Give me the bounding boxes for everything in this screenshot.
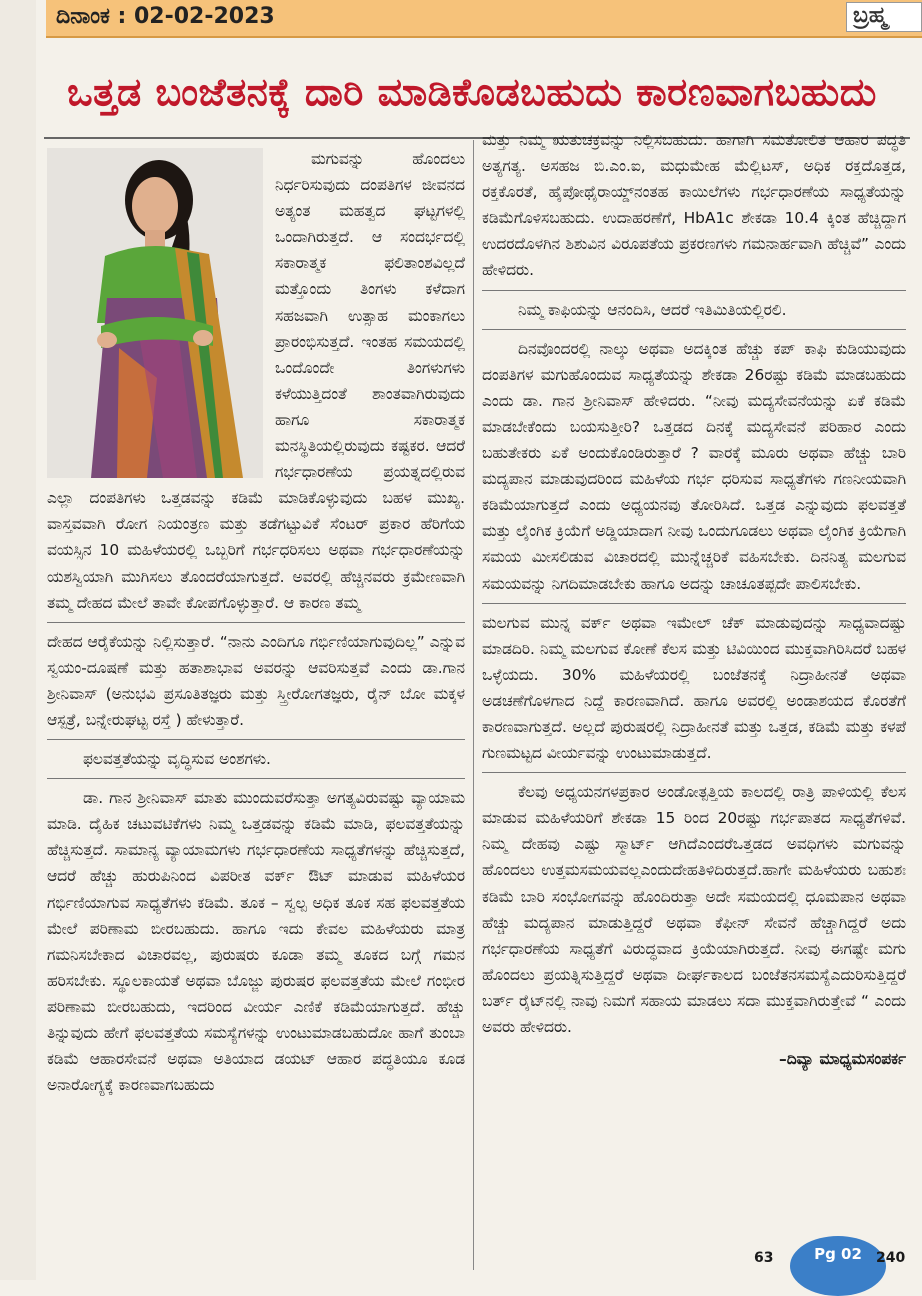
paragraph: ದಿನವೊಂದರಲ್ಲಿ ನಾಲ್ಕು ಅಥವಾ ಅದಕ್ಕಿಂತ ಹೆಚ್ಚು ಕಪ್ ಕಾಫಿ ಕುಡಿಯುವುದು ದಂಪತಿಗಳ ಮಗುಹೊಂದುವ ಸಾಧ್ಯತೆಯನ್ನು ಶೇಕಡಾ 26ರಷ್ಟು ಕಡಿಮೆ ಮಾಡಬಹುದು ಎಂದು ಡಾ. ಗಾನ ಶ್ರೀನಿವಾಸ್ ಹೇಳಿದರು. “ನೀವು ಮದ್ಯಸೇವನೆಯನ್ನು ಏಕೆ ಕಡಿಮೆ ಮಾಡಬೇಕೆಂದು ಬಯಸುತ್ತೀರಿ? ಒತ್ತಡದ ದಿನಕ್ಕೆ ಮದ್ಯಸೇವನೆ ಪರಿಹಾರ ಎಂದು ಬಹುತೇಕರು ಏಕೆ ಅಂದುಕೊಂಡಿರುತ್ತಾರೆ ? ವಾರಕ್ಕೆ ಮೂರು ಅಥವಾ ಹೆಚ್ಚು ಬಾರಿ ಮದ್ಯಪಾನ ಮಾಡುವುದರಿಂದ ಮಹಿಳೆಯ ಗರ್ಭ ಧರಿಸುವ ಸಾಧ್ಯತೆಗಳು ಗಣನೀಯವಾಗಿ ಕಡಿಮೆಯಾಗುತ್ತದೆ ಎಂದು ಅಧ್ಯಯನವು ತೋರಿಸಿದೆ. ಒತ್ತಡ ಎನ್ನುವುದು ಫಲವತ್ತತೆ ಮತ್ತು ಲೈಂಗಿಕ ಕ್ರಿಯೆಗೆ ಅಡ್ಡಿಯಾದಾಗ ನೀವು ಒಂದುಗೂಡಲು ಅಥವಾ ಲೈಂಗಿಕ ಕ್ರಿಯೆಗಾಗಿ ಸಮಯ ಮೀಸಲಿಡುವ ವಿಚಾರದಲ್ಲಿ ಮುನ್ನೆಚ್ಚರಿಕೆ ವಹಿಸಬೇಕು. ದಿನನಿತ್ಯ ಮಲಗುವ ಸಮಯವನ್ನು ನಿಗದಿಮಾಡಬೇಕು ಹಾಗೂ ಅದನ್ನು ಚಾಚೂತಪ್ಪದೇ ಪಾಲಿಸಬೇಕು. bbox=[482, 339, 906, 593]
divider-line bbox=[482, 329, 906, 330]
paragraph: ಮಗುವನ್ನು ಹೊಂದಲು ನಿರ್ಧರಿಸುವುದು ದಂಪತಿಗಳ ಜೀವನದ ಅತ್ಯಂತ ಮಹತ್ವದ ಘಟ್ಟಗಳಲ್ಲಿ ಒಂದಾಗಿರುತ್ತದೆ. ಆ ಸಂದರ್ಭದಲ್ಲಿ ಸಕಾರಾತ್ಮಕ ಫಲಿತಾಂಶವಿಲ್ಲದೆ ಮತ್ತೊಂದು ತಿಂಗಳು ಕಳೆದಾಗ ಸಹಜವಾಗಿ ಉತ್ಸಾಹ ಮಂಕಾಗಲು ಪ್ರಾರಂಭಿಸುತ್ತದೆ. ಇಂತಹ ಸಮಯದಲ್ಲಿ ಒಂದೊಂದೇ ತಿಂಗಳುಗಳು ಕಳೆಯುತ್ತಿದಂತೆ ಶಾಂತವಾಗಿರುವುದು ಹಾಗೂ ಸಕಾರಾತ್ಮಕ ಮನಸ್ಥಿತಿಯಲ್ಲಿರುವುದು ಕಷ್ಟಕರ. ಆದರೆ ಗರ್ಭಧಾರಣೆಯ ಪ್ರಯತ್ನದಲ್ಲಿರುವ ಎಲ್ಲಾ ದಂಪತಿಗಳು ಒತ್ತಡವನ್ನು ಕಡಿಮೆ ಮಾಡಿಕೊಳ್ಳುವುದು ಬಹಳ ಮುಖ್ಯ. ವಾಸ್ತವವಾಗಿ ರೋಗ ನಿಯಂತ್ರಣ ಮತ್ತು ತಡೆಗಟ್ಟುವಿಕೆ ಸೆಂಟರ್ ಪ್ರಕಾರ ಹೆರಿಗೆಯ ವಯಸ್ಸಿನ 10 ಮಹಿಳೆಯರಲ್ಲಿ ಒಬ್ಬರಿಗೆ ಗರ್ಭಧರಿಸಲು ಅಥವಾ ಗರ್ಭಧಾರಣೆಯನ್ನು ಯಶಸ್ವಿಯಾಗಿ ಮುಗಿಸಲು ತೊಂದರೆಯಾಗುತ್ತದೆ. ಅವರಲ್ಲಿ ಹೆಚ್ಚಿನವರು ಕ್ರಮೇಣವಾಗಿ ತಮ್ಮ ದೇಹದ ಮೇಲೆ ತಾವೇ ಕೋಪಗೊಳ್ಳುತ್ತಾರೆ. ಆ ಕಾರಣ ತಮ್ಮ bbox=[47, 150, 465, 612]
divider-line bbox=[47, 622, 465, 623]
paragraph: ಡಾ. ಗಾನ ಶ್ರೀನಿವಾಸ್ ಮಾತು ಮುಂದುವರೆಸುತ್ತಾ ಅಗತ್ಯವಿರುವಷ್ಟು ವ್ಯಾಯಾಮ ಮಾಡಿ. ದೈಹಿಕ ಚಟುವಟಿಕೆಗಳು ನಿಮ್ಮ ಒತ್ತಡವನ್ನು ಕಡಿಮೆ ಮಾಡಿ, ಫಲವತ್ತತೆಯನ್ನು ಹೆಚ್ಚಿಸುತ್ತದೆ. ಸಾಮಾನ್ಯ ವ್ಯಾಯಾಮಗಳು ಗರ್ಭಧಾರಣೆಯ ಸಾಧ್ಯತೆಗಳನ್ನು ಹೆಚ್ಚಿಸುತ್ತದೆ, ಆದರೆ ಹೆಚ್ಚು ಹುರುಪಿನಿಂದ ವಿಪರೀತ ವರ್ಕ್ ಔಟ್ ಮಾಡುವ ಮಹಿಳೆಯರ ಗರ್ಭಿಣಿಯಾಗುವ ಸಾಧ್ಯತೆಗಳು ಕಡಿಮೆ. ತೂಕ – ಸ್ವಲ್ಪ ಅಧಿಕ ತೂಕ ಸಹ ಫಲವತ್ತತೆಯ ಮೇಲೆ ಪರಿಣಾಮ ಬೀರಬಹುದು. ಹಾಗೂ ಇದು ಕೇವಲ ಮಹಿಳೆಯರು ಮಾತ್ರ ಗಮನಿಸಬೇಕಾದ ವಿಚಾರವಲ್ಲ, ಪುರುಷರು ಕೂಡಾ ತಮ್ಮ ತೂಕದ ಬಗ್ಗೆ ಗಮನ ಹರಿಸಬೇಕು. ಸ್ಥೂಲಕಾಯತೆ ಅಥವಾ ಬೊಜ್ಜು ಪುರುಷರ ಫಲವತ್ತತೆಯ ಮೇಲೆ ಗಂಭೀರ ಪರಿಣಾಮ ಬೀರಬಹುದು, ಇದರಿಂದ ವೀರ್ಯ ಎಣಿಕೆ ಕಡಿಮೆಯಾಗುತ್ತದೆ. ಹೆಚ್ಚು ತಿನ್ನುವುದು ಹೇಗೆ ಫಲವತ್ತತೆಯ ಸಮಸ್ಯೆಗಳನ್ನು ಉಂಟುಮಾಡಬಹುದೋ ಹಾಗೆ ತುಂಬಾ ಕಡಿಮೆ ಆಹಾರಸೇವನೆ ಅಥವಾ ಅತಿಯಾದ ಡಯಟ್ ಆಹಾರ ಪದ್ಧತಿಯೂ ಕೂಡ ಅನಾರೋಗ್ಯಕ್ಕೆ ಕಾರಣವಾಗಬಹುದು bbox=[47, 789, 465, 1095]
headline: ಒತ್ತಡ ಬಂಜೆತನಕ್ಕೆ ದಾರಿ ಮಾಡಿಕೊಡಬಹುದು ಕಾರಣವಾಗಬಹುದು bbox=[67, 70, 877, 114]
divider-line bbox=[47, 739, 465, 740]
subheading: ಫಲವತ್ತತೆಯನ್ನು ವೃದ್ಧಿಸುವ ಅಂಶಗಳು. bbox=[83, 750, 271, 769]
doctor-photo bbox=[47, 148, 263, 478]
brand-logo: ಬ್ರಹ್ಮ bbox=[846, 2, 922, 32]
divider-line bbox=[482, 290, 906, 291]
paragraph: ಮಲಗುವ ಮುನ್ನ ವರ್ಕ್ ಅಥವಾ ಇಮೇಲ್ ಚೆಕ್ ಮಾಡುವುದನ್ನು ಸಾಧ್ಯವಾದಷ್ಟು ಮಾಡದಿರಿ. ನಿಮ್ಮ ಮಲಗುವ ಕೋಣೆ ಕೆಲಸ ಮತ್ತು ಟಿವಿಯಿಂದ ಮುಕ್ತವಾಗಿರಿಸಿದರೆ ಬಹಳ ಒಳ್ಳೆಯದು. 30% ಮಹಿಳೆಯರಲ್ಲಿ ಬಂಜೆತನಕ್ಕೆ ನಿದ್ರಾಹೀನತೆ ಅಥವಾ ಅಡಚಣೆಗೊಳಗಾದ ನಿದ್ದೆ ಕಾರಣವಾಗಿದೆ. ಹಾಗೂ ಅವರಲ್ಲಿ ಅಂಡಾಶಯದ ಕೊರತೆಗೆ ಕಾರಣವಾಗುತ್ತದೆ. ಅಲ್ಲದೆ ಪುರುಷರಲ್ಲಿ ನಿದ್ರಾಹೀನತೆ ಮತ್ತು ಒತ್ತಡ, ಕಡಿಮೆ ಮತ್ತು ಕಳಪೆ ಗುಣಮಟ್ಟದ ವೀರ್ಯವನ್ನು ಉಂಟುಮಾಡುತ್ತದೆ. bbox=[482, 613, 906, 763]
subheading: ನಿಮ್ಮ ಕಾಫಿಯನ್ನು ಆನಂದಿಸಿ, ಆದರೆ ಇತಿಮಿತಿಯಲ್ಲಿರಲಿ. bbox=[518, 300, 787, 319]
article-column-1 bbox=[47, 146, 465, 1270]
page-badge: Pg 02 bbox=[790, 1236, 886, 1296]
portrait-image bbox=[47, 148, 263, 478]
date-bar bbox=[46, 0, 922, 38]
divider-line bbox=[47, 778, 465, 779]
paragraph: ಮತ್ತು ನಿಮ್ಮ ಋತುಚಕ್ರವನ್ನು ನಿಲ್ಲಿಸಬಹುದು. ಹಾಗಾಗಿ ಸಮತೋಲಿತ ಆಹಾರ ಪದ್ಧತಿ ಅತ್ಯಗತ್ಯ. ಅಸಹಜ ಬಿ.ಎಂ.ಐ, ಮಧುಮೇಹ ಮೆಲ್ಲಿಟಸ್, ಅಧಿಕ ರಕ್ತದೊತ್ತಡ, ರಕ್ತಕೊರತೆ, ಹೈಪೋಥೈರಾಯ್ಡ್‌ನಂತಹ ಕಾಯಿಲೆಗಳು ಗರ್ಭಧಾರಣೆಯ ಸಾಧ್ಯತೆಯನ್ನು ಕಡಿಮೆಗೊಳಿಸಬಹುದು. ಉದಾಹರಣೆಗೆ, HbA1c ಶೇಕಡಾ 10.4 ಕ್ಕಿಂತ ಹೆಚ್ಚಿದ್ದಾಗ ಉದರದೊಳಗಿನ ಶಿಶುವಿನ ವಿರೂಪತೆಯ ಪ್ರಕರಣಗಳು ಗಮನಾರ್ಹವಾಗಿ ಹೆಚ್ಚಿವೆ” ಎಂದು ಹೇಳಿದರು. bbox=[482, 131, 906, 280]
paragraph: ದೇಹದ ಆರೈಕೆಯನ್ನು ನಿಲ್ಲಿಸುತ್ತಾರೆ. “ನಾನು ಎಂದಿಗೂ ಗರ್ಭಿಣಿಯಾಗುವುದಿಲ್ಲ” ಎನ್ನುವ ಸ್ವಯಂ-ದೂಷಣೆ ಮತ್ತು ಹತಾಶಾಭಾವ ಅವರನ್ನು ಆವರಿಸುತ್ತವೆ ಎಂದು ಡಾ.ಗಾನ ಶ್ರೀನಿವಾಸ್ (ಅನುಭವಿ ಪ್ರಸೂತಿತಜ್ಞರು ಮತ್ತು ಸ್ತ್ರೀರೋಗತಜ್ಞರು, ರೈನ್ ಬೋ ಮಕ್ಕಳ ಆಸ್ಪತ್ರೆ, ಬನ್ನೇರುಘಟ್ಟ ರಸ್ತೆ ) ಹೇಳುತ್ತಾರೆ. bbox=[47, 632, 465, 729]
author-signature: –ದಿವ್ಯಾ ಮಾಧ್ಯಮಸಂಪರ್ಕ bbox=[779, 1050, 906, 1069]
page-edge bbox=[0, 0, 36, 1280]
column-divider bbox=[473, 140, 474, 1270]
divider-line bbox=[482, 603, 906, 604]
date-label: ದಿನಾಂಕ : 02-02-2023 bbox=[56, 4, 275, 29]
page-number: 240 bbox=[876, 1250, 906, 1266]
divider-line bbox=[482, 772, 906, 773]
paragraph: ಕೆಲವು ಅಧ್ಯಯನಗಳಪ್ರಕಾರ ಅಂಡೋತ್ಪತ್ತಿಯ ಕಾಲದಲ್ಲಿ ರಾತ್ರಿ ಪಾಳಿಯಲ್ಲಿ ಕೆಲಸ ಮಾಡುವ ಮಹಿಳೆಯರಿಗೆ ಶೇಕಡಾ 15 ರಿಂದ 20ರಷ್ಟು ಗರ್ಭಪಾತದ ಸಾಧ್ಯತೆಗಳಿವೆ. ನಿಮ್ಮ ದೇಹವು ಎಷ್ಟು ಸ್ಮಾರ್ಟ್ ಆಗಿದೆಎಂದರೆಒತ್ತಡದ ಅವಧಿಗಳು ಮಗುವನ್ನು ಹೊಂದಲು ಉತ್ತಮಸಮಯವಲ್ಲಎಂದುದೇಹತಿಳಿದಿರುತ್ತದೆ.ಹಾಗೇ ಮಹಿಳೆಯರು ಬಹುಶಃ ಕಡಿಮೆ ಬಾರಿ ಸಂಭೋಗವನ್ನು ಹೊಂದಿರುತ್ತಾ ಅದೇ ಸಮಯದಲ್ಲಿ ಧೂಮಪಾನ ಅಥವಾ ಹೆಚ್ಚು ಮದ್ಯಪಾನ ಮಾಡುತ್ತಿದ್ದರೆ ಅಥವಾ ಕೆಫೀನ್ ಸೇವನೆ ಹೆಚ್ಚಾಗಿದ್ದರೆ ಅದು ಗರ್ಭಧಾರಣೆಯ ಸಾಧ್ಯತೆಗೆ ವಿರುದ್ಧವಾದ ಕ್ರಿಯೆಯಾಗಿರುತ್ತದೆ. ನೀವು ಈಗಷ್ಟೇ ಮಗು ಹೊಂದಲು ಪ್ರಯತ್ನಿಸುತ್ತಿದ್ದರೆ ಅಥವಾ ದೀರ್ಘಕಾಲದ ಬಂಜೆತನಸಮಸ್ಯೆಎದುರಿಸುತ್ತಿದ್ದರೆ ಬರ್ತ್ ರೈಟ್‌ನಲ್ಲಿ ನಾವು ನಿಮಗೆ ಸಹಾಯ ಮಾಡಲು ಸದಾ ಮುಕ್ತವಾಗಿರುತ್ತೇವೆ “ ಎಂದು ಅವರು ಹೇಳಿದರು. bbox=[482, 783, 906, 1036]
page-number-left: 63 bbox=[754, 1250, 774, 1266]
article-column-2 bbox=[482, 127, 906, 1270]
